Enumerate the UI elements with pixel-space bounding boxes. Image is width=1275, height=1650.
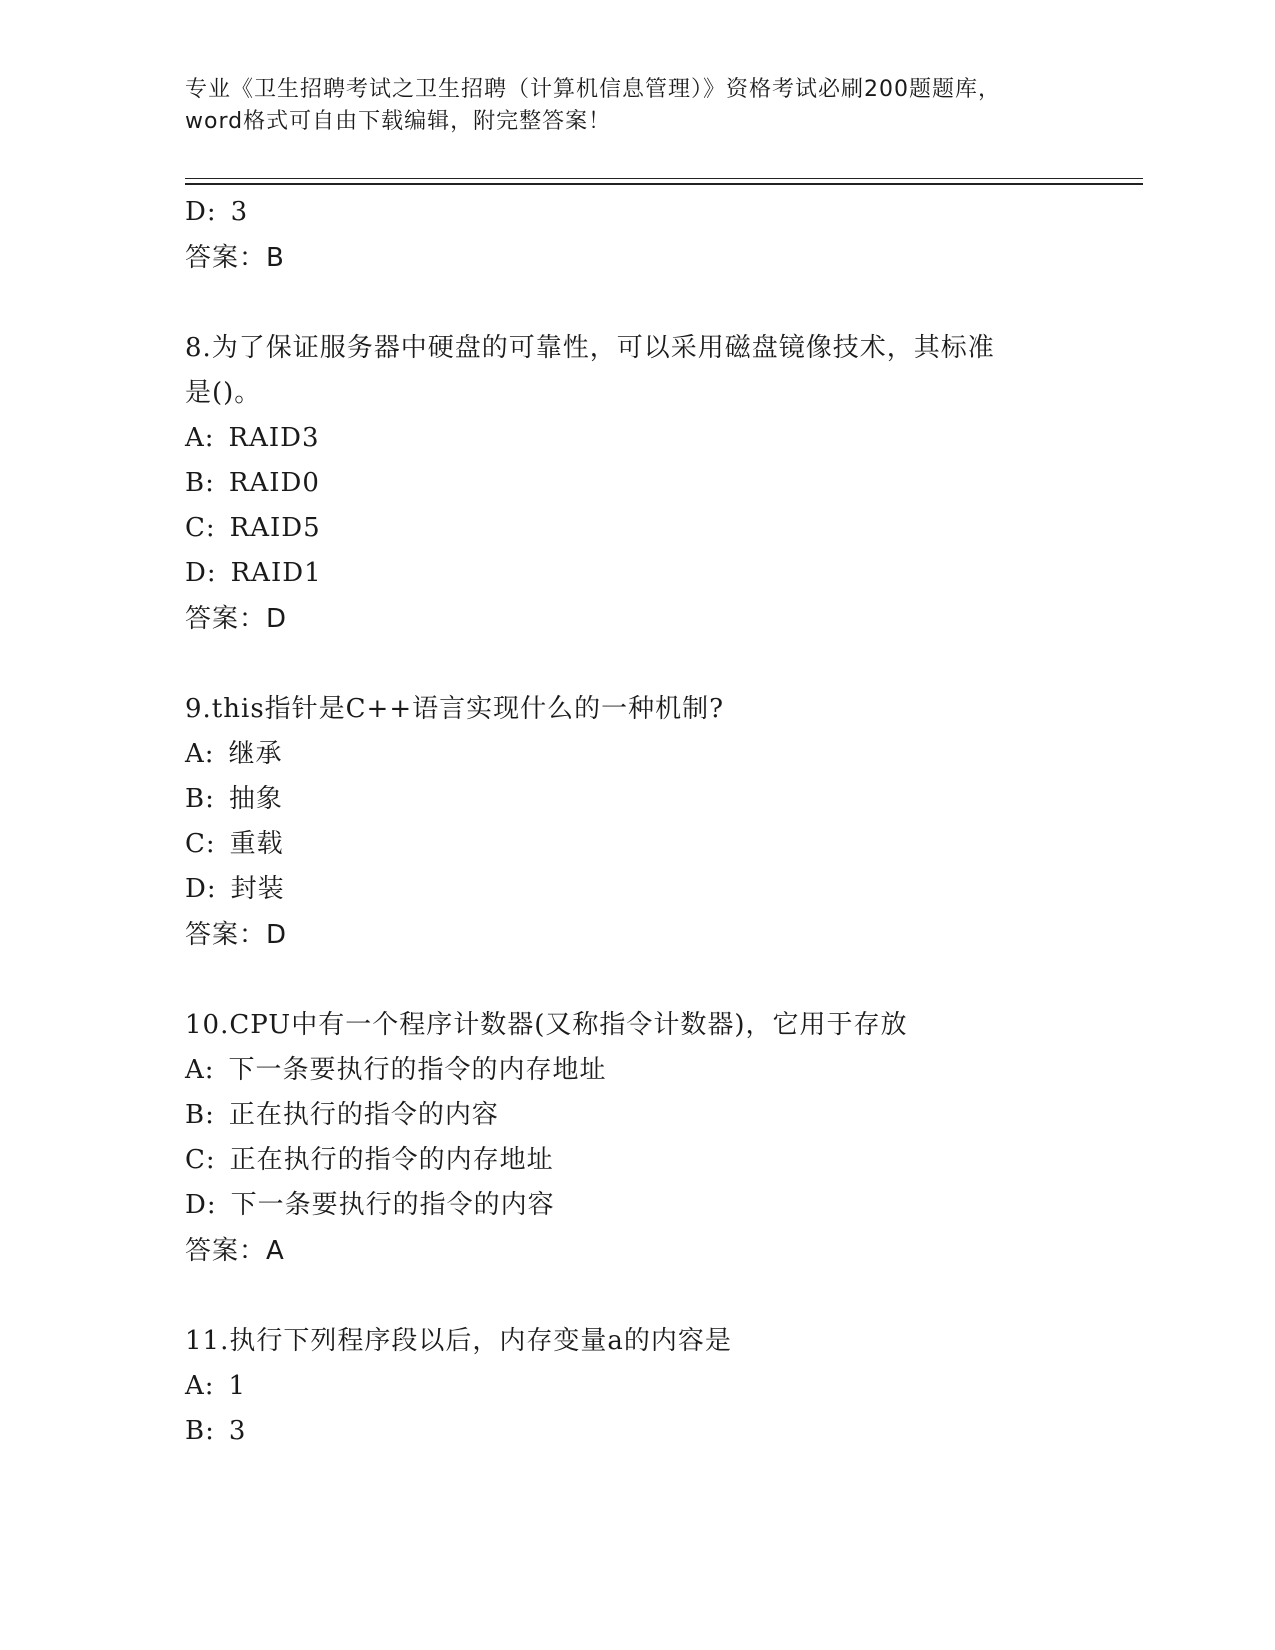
question-10-option-b xyxy=(185,1093,1085,1138)
option-text: 封装 xyxy=(230,874,285,904)
option-text: RAID1 xyxy=(230,558,322,588)
question-8-text-line-1: 8.为了保证服务器中硬盘的可靠性，可以采用磁盘镜像技术，其标准 xyxy=(185,333,995,363)
question-8-answer: 答案：D xyxy=(185,604,288,634)
option-d xyxy=(185,190,1085,235)
spacer xyxy=(185,958,1085,1003)
option-label: C: xyxy=(185,829,216,859)
option-label: D: xyxy=(185,558,217,588)
question-10-answer: 答案：A xyxy=(185,1236,285,1266)
question-8-option-d xyxy=(185,551,1085,596)
option-label: B: xyxy=(185,784,215,814)
option-text: 1 xyxy=(228,1371,247,1401)
question-10-option-d xyxy=(185,1183,1085,1228)
option-text: RAID3 xyxy=(228,423,320,453)
option-text: RAID0 xyxy=(228,468,320,498)
header-title-line-2: word格式可自由下载编辑，附完整答案！ xyxy=(185,109,612,134)
option-text: 下一条要执行的指令的内存地址 xyxy=(228,1055,607,1085)
option-label: C: xyxy=(185,1145,216,1175)
option-text: 正在执行的指令的内存地址 xyxy=(229,1145,554,1175)
question-9-option-c xyxy=(185,822,1085,867)
question-11-option-a xyxy=(185,1364,1085,1409)
question-11-text: 11.执行下列程序段以后，内存变量a的内容是 xyxy=(185,1326,732,1356)
header-rule-thin xyxy=(185,178,1143,179)
option-label: A: xyxy=(185,739,215,769)
option-label: A: xyxy=(185,1371,215,1401)
question-11-option-b xyxy=(185,1409,1085,1454)
option-label: D: xyxy=(185,197,217,227)
option-label: A: xyxy=(185,1055,215,1085)
question-8-option-b xyxy=(185,461,1085,506)
option-text: 抽象 xyxy=(228,784,283,814)
spacer xyxy=(185,642,1085,687)
question-9-option-a xyxy=(185,732,1085,777)
question-9-option-d xyxy=(185,867,1085,912)
option-text: 正在执行的指令的内容 xyxy=(228,1100,499,1130)
option-label: B: xyxy=(185,1416,215,1446)
spacer xyxy=(185,1274,1085,1319)
option-label: B: xyxy=(185,468,215,498)
option-text: RAID5 xyxy=(229,513,321,543)
answer-line: 答案：B xyxy=(185,243,285,273)
option-text: 继承 xyxy=(228,739,283,769)
question-9-answer: 答案：D xyxy=(185,920,288,950)
option-text: 3 xyxy=(230,197,249,227)
document-body xyxy=(185,190,1085,1454)
option-label: A: xyxy=(185,423,215,453)
spacer xyxy=(185,281,1085,326)
question-10-text: 10.CPU中有一个程序计数器(又称指令计数器)，它用于存放 xyxy=(185,1010,908,1040)
question-8-option-c xyxy=(185,506,1085,551)
option-label: C: xyxy=(185,513,216,543)
question-10-option-c xyxy=(185,1138,1085,1183)
header-title-line-1: 专业《卫生招聘考试之卫生招聘（计算机信息管理）》资格考试必刷200题题库， xyxy=(185,77,1001,102)
question-9-text: 9.this指针是C++语言实现什么的一种机制? xyxy=(185,694,725,724)
option-text: 重载 xyxy=(229,829,284,859)
option-label: B: xyxy=(185,1100,215,1130)
option-text: 下一条要执行的指令的内容 xyxy=(230,1190,555,1220)
option-label: D: xyxy=(185,1190,217,1220)
question-8-text-line-2: 是()。 xyxy=(185,378,262,408)
question-8-option-a xyxy=(185,416,1085,461)
question-9-option-b xyxy=(185,777,1085,822)
header-rule-thick xyxy=(185,183,1143,185)
option-label: D: xyxy=(185,874,217,904)
option-text: 3 xyxy=(228,1416,247,1446)
document-header xyxy=(185,74,1105,138)
question-10-option-a xyxy=(185,1048,1085,1093)
